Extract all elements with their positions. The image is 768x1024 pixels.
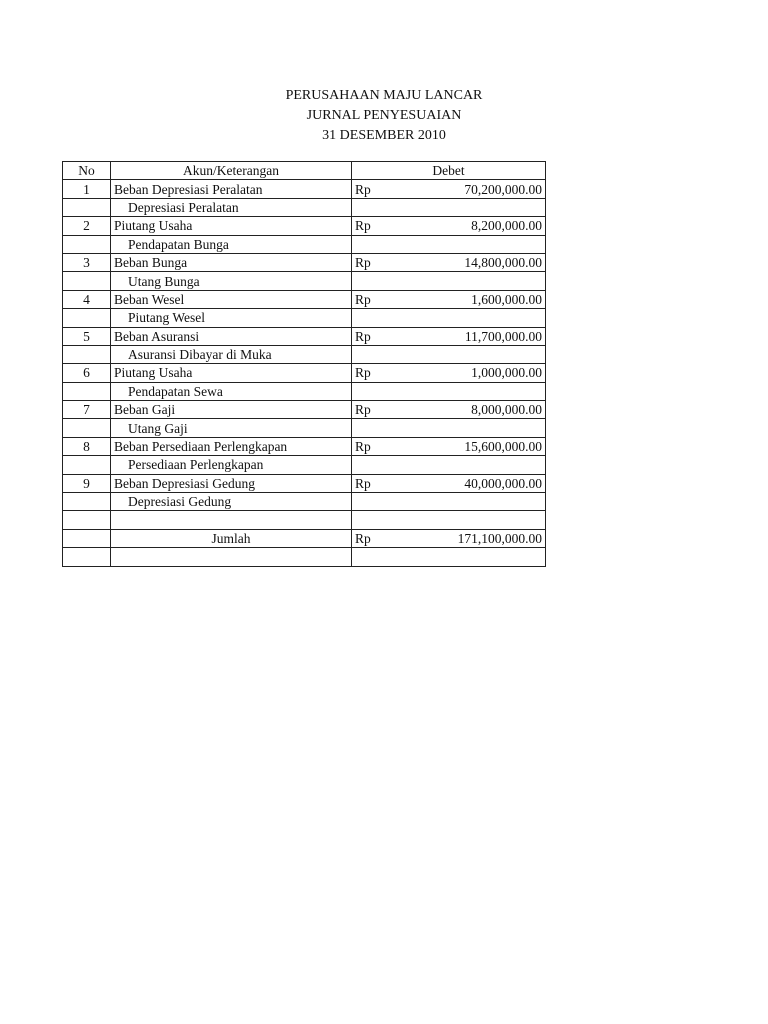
empty-cell [63, 493, 111, 511]
empty-cell [352, 456, 546, 474]
table-row [63, 272, 546, 290]
empty-cell [352, 548, 546, 566]
debit-amount-cell [352, 474, 546, 492]
table-row [63, 217, 546, 235]
empty-cell [63, 345, 111, 363]
empty-cell [63, 529, 111, 547]
debit-account: Beban Depresiasi Gedung [111, 474, 352, 492]
credit-account: Utang Bunga [111, 272, 352, 290]
currency-label: Rp [355, 439, 371, 455]
table-row [63, 419, 546, 437]
column-header-account: Akun/Keterangan [111, 162, 352, 180]
total-label: Jumlah [111, 529, 352, 547]
entry-number: 1 [63, 180, 111, 198]
column-header-debit: Debet [352, 162, 546, 180]
debit-amount-cell [352, 437, 546, 455]
debit-amount-cell [352, 327, 546, 345]
currency-label: Rp [355, 255, 371, 271]
credit-account: Pendapatan Sewa [111, 382, 352, 400]
entry-number: 3 [63, 253, 111, 271]
total-amount-cell [352, 529, 546, 547]
debit-amount-cell [352, 180, 546, 198]
currency-label: Rp [355, 402, 371, 418]
empty-cell [63, 198, 111, 216]
debit-amount: 1,000,000.00 [471, 365, 542, 381]
empty-cell [63, 419, 111, 437]
empty-cell [352, 272, 546, 290]
debit-amount: 1,600,000.00 [471, 291, 542, 307]
table-header-row [63, 162, 546, 180]
table-row [63, 474, 546, 492]
empty-cell [63, 511, 111, 529]
credit-account: Persediaan Perlengkapan [111, 456, 352, 474]
debit-amount-cell [352, 364, 546, 382]
debit-account: Beban Bunga [111, 253, 352, 271]
empty-cell [111, 548, 352, 566]
credit-account: Pendapatan Bunga [111, 235, 352, 253]
table-row [63, 382, 546, 400]
currency-label: Rp [355, 291, 371, 307]
table-row [63, 401, 546, 419]
table-body [63, 180, 546, 566]
table-row [63, 437, 546, 455]
debit-account: Piutang Usaha [111, 217, 352, 235]
debit-amount: 70,200,000.00 [464, 181, 542, 197]
table-row [63, 493, 546, 511]
table-row [63, 290, 546, 308]
table-row [63, 345, 546, 363]
total-amount: 171,100,000.00 [457, 531, 542, 546]
debit-account: Beban Depresiasi Peralatan [111, 180, 352, 198]
credit-account: Asuransi Dibayar di Muka [111, 345, 352, 363]
column-header-no: No [63, 162, 111, 180]
debit-account: Beban Wesel [111, 290, 352, 308]
debit-amount: 8,200,000.00 [471, 218, 542, 234]
blank-row [63, 548, 546, 566]
credit-account: Utang Gaji [111, 419, 352, 437]
entry-number: 2 [63, 217, 111, 235]
currency-label: Rp [355, 365, 371, 381]
empty-cell [352, 493, 546, 511]
total-row [63, 529, 546, 547]
empty-cell [63, 309, 111, 327]
currency-label: Rp [355, 531, 371, 546]
blank-row [63, 511, 546, 529]
table-row [63, 327, 546, 345]
company-name: PERUSAHAAN MAJU LANCAR [285, 88, 483, 103]
empty-cell [63, 548, 111, 566]
empty-cell [63, 272, 111, 290]
table-row [63, 235, 546, 253]
credit-account: Piutang Wesel [111, 309, 352, 327]
debit-amount: 11,700,000.00 [464, 328, 542, 344]
debit-amount-cell [352, 253, 546, 271]
empty-cell [352, 419, 546, 437]
debit-account: Beban Gaji [111, 401, 352, 419]
debit-amount: 8,000,000.00 [471, 402, 542, 418]
document-header [0, 86, 768, 146]
currency-label: Rp [355, 218, 371, 234]
empty-cell [352, 309, 546, 327]
table-row [63, 364, 546, 382]
entry-number: 8 [63, 437, 111, 455]
debit-amount: 40,000,000.00 [464, 475, 542, 491]
journal-title: JURNAL PENYESUAIAN [306, 108, 462, 123]
debit-amount-cell [352, 217, 546, 235]
entry-number: 9 [63, 474, 111, 492]
debit-account: Beban Asuransi [111, 327, 352, 345]
credit-account: Depresiasi Gedung [111, 493, 352, 511]
empty-cell [63, 235, 111, 253]
table-row [63, 253, 546, 271]
table-row [63, 309, 546, 327]
journal-date: 31 DESEMBER 2010 [322, 128, 446, 143]
empty-cell [111, 511, 352, 529]
empty-cell [63, 382, 111, 400]
entry-number: 5 [63, 327, 111, 345]
debit-amount-cell [352, 401, 546, 419]
entry-number: 6 [63, 364, 111, 382]
currency-label: Rp [355, 181, 371, 197]
currency-label: Rp [355, 328, 371, 344]
credit-account: Depresiasi Peralatan [111, 198, 352, 216]
empty-cell [352, 382, 546, 400]
entry-number: 4 [63, 290, 111, 308]
empty-cell [352, 345, 546, 363]
empty-cell [63, 456, 111, 474]
table-row [63, 180, 546, 198]
empty-cell [352, 198, 546, 216]
debit-account: Beban Persediaan Perlengkapan [111, 437, 352, 455]
debit-amount: 14,800,000.00 [464, 255, 542, 271]
debit-amount-cell [352, 290, 546, 308]
currency-label: Rp [355, 475, 371, 491]
empty-cell [352, 511, 546, 529]
empty-cell [352, 235, 546, 253]
debit-account: Piutang Usaha [111, 364, 352, 382]
table-row [63, 456, 546, 474]
entry-number: 7 [63, 401, 111, 419]
table-row [63, 198, 546, 216]
adjusting-journal-table [62, 161, 546, 567]
debit-amount: 15,600,000.00 [464, 439, 542, 455]
